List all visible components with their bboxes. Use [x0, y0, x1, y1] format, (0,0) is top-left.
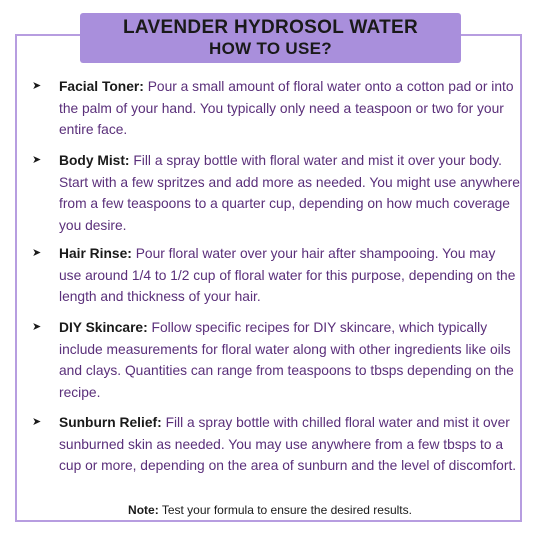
page-subtitle: HOW TO USE?	[209, 39, 332, 58]
item-label: Facial Toner:	[59, 79, 144, 94]
arrowhead-right-icon: ➤	[32, 80, 42, 92]
item-text: Pour a small amount of floral water onto a cotton pad or into the palm of your hand. You typically only need a teaspoon or two for your entire face.	[59, 79, 514, 137]
item-text: Fill a spray bottle with floral water and mist it over your body. Start with a few spritzes and add more as needed. You might use anywhere from a few teaspoons to a quarter cup, depending on how much coverage you desire.	[59, 153, 520, 233]
list-item-hair-rinse	[32, 243, 520, 308]
footer-note	[0, 503, 540, 517]
arrowhead-right-icon: ➤	[32, 154, 42, 166]
list-item-sunburn-relief	[32, 412, 520, 477]
arrowhead-right-icon: ➤	[32, 247, 42, 259]
arrowhead-right-icon: ➤	[32, 321, 42, 333]
list-item-body-mist	[32, 150, 520, 236]
item-label: Sunburn Relief:	[59, 415, 162, 430]
title-banner	[80, 13, 461, 63]
note-label: Note:	[128, 503, 159, 517]
item-text: Follow specific recipes for DIY skincare, which typically include measurements for floral water along with other ingredients like oils and clays. Quantities can range from teaspoons to tbsps depending on the recipe.	[59, 320, 514, 400]
item-text: Fill a spray bottle with chilled floral water and mist it over sunburned skin as needed. You may use anywhere from a few tbsps to a cup or more, depending on the area of sunburn and the level of discomfort.	[59, 415, 517, 473]
item-label: Body Mist:	[59, 153, 130, 168]
list-item-diy-skincare	[32, 317, 520, 403]
arrowhead-right-icon: ➤	[32, 416, 42, 428]
list-item-facial-toner	[32, 76, 520, 141]
page-title: LAVENDER HYDROSOL WATER	[122, 17, 419, 38]
note-text: Test your formula to ensure the desired results.	[161, 503, 412, 517]
item-label: DIY Skincare:	[59, 320, 148, 335]
item-label: Hair Rinse:	[59, 246, 132, 261]
item-text: Pour floral water over your hair after shampooing. You may use around 1/4 to 1/2 cup of floral water for this purpose, depending on the length and thickness of your hair.	[59, 246, 516, 304]
